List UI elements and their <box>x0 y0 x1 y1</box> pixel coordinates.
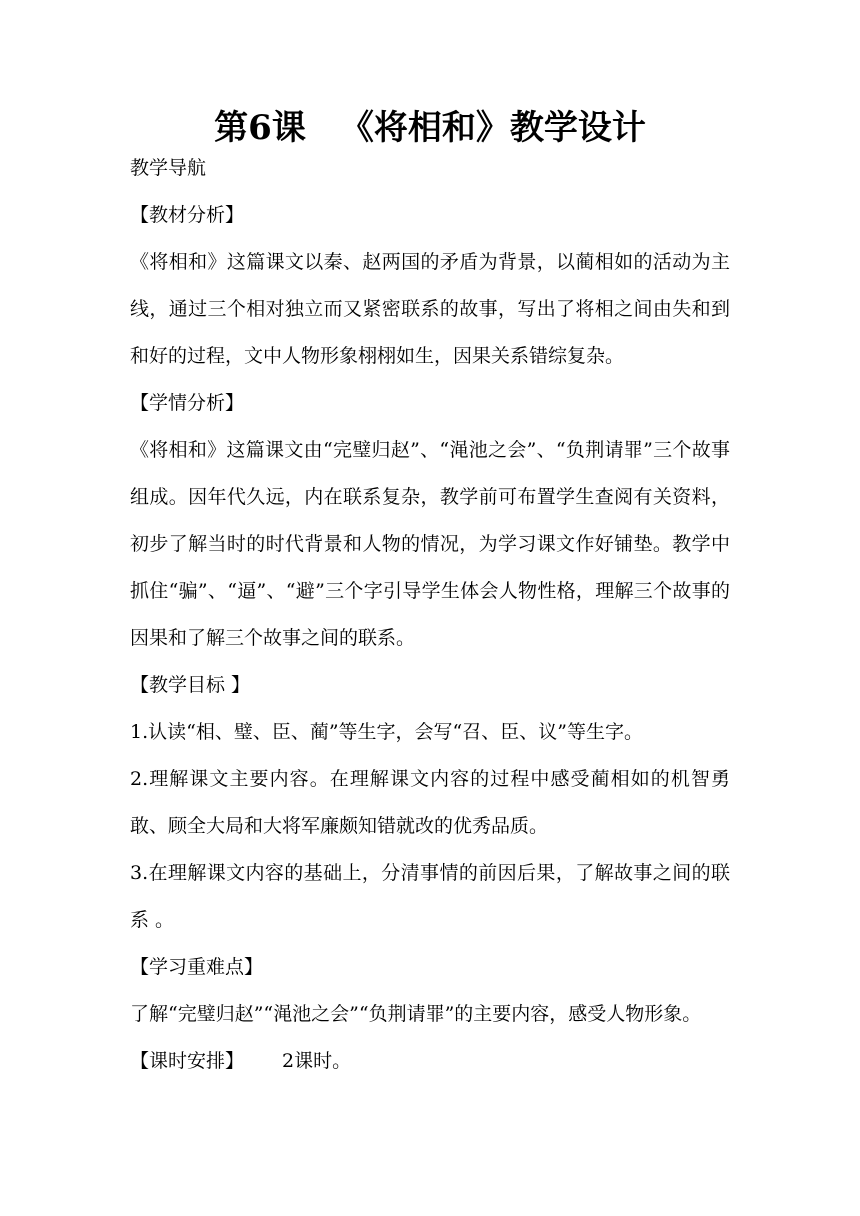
lesson-number: 第6课 <box>214 108 306 148</box>
teaching-goal-item: 2.理解课文主要内容。在理解课文内容的过程中感受蔺相如的机智勇敢、顾全大局和大将军廉颇知错就改的优秀品质。 <box>130 768 730 837</box>
key-difficulty-heading: 【学习重难点】 <box>130 956 264 978</box>
guide-heading: 教学导航 <box>130 157 207 179</box>
teaching-goal-item: 3.在理解课文内容的基础上，分清事情的前因后果，了解故事之间的联系 。 <box>130 862 730 931</box>
learning-analysis-text: 《将相和》这篇课文由“完璧归赵”、“渑池之会”、“负荆请罪”三个故事组成。因年代久远，内在联系复杂，教学前可布置学生查阅有关资料，初步了解当时的时代背景和人物的情况，为学习课文作好铺垫。教学中抓住“骗”、“逼”、“避”三个字引导学生体会人物性格，理解三个故事的因果和了解三个故事之间的联系。 <box>130 439 730 649</box>
material-analysis-heading: 【教材分析】 <box>130 204 245 226</box>
material-analysis-text: 《将相和》这篇课文以秦、赵两国的矛盾为背景，以蔺相如的活动为主线，通过三个相对独立而又紧密联系的故事，写出了将相之间由失和到和好的过程，文中人物形象栩栩如生，因果关系错综复杂。 <box>130 251 730 367</box>
teaching-goal-item: 1.认读“相、璧、臣、蔺”等生字，会写“召、臣、议”等生字。 <box>130 721 643 743</box>
schedule-line <box>130 1038 730 1085</box>
schedule-heading: 【课时安排】 <box>130 1050 245 1072</box>
teaching-goals-heading: 【教学目标 】 <box>130 674 251 696</box>
schedule-text: 2课时。 <box>282 1050 352 1072</box>
document-body <box>130 145 730 1085</box>
key-difficulty-text: 了解“完璧归赵”“渑池之会”“负荆请罪”的主要内容，感受人物形象。 <box>130 1003 702 1025</box>
learning-analysis-heading: 【学情分析】 <box>130 392 245 414</box>
lesson-name: 《将相和》教学设计 <box>339 108 646 148</box>
